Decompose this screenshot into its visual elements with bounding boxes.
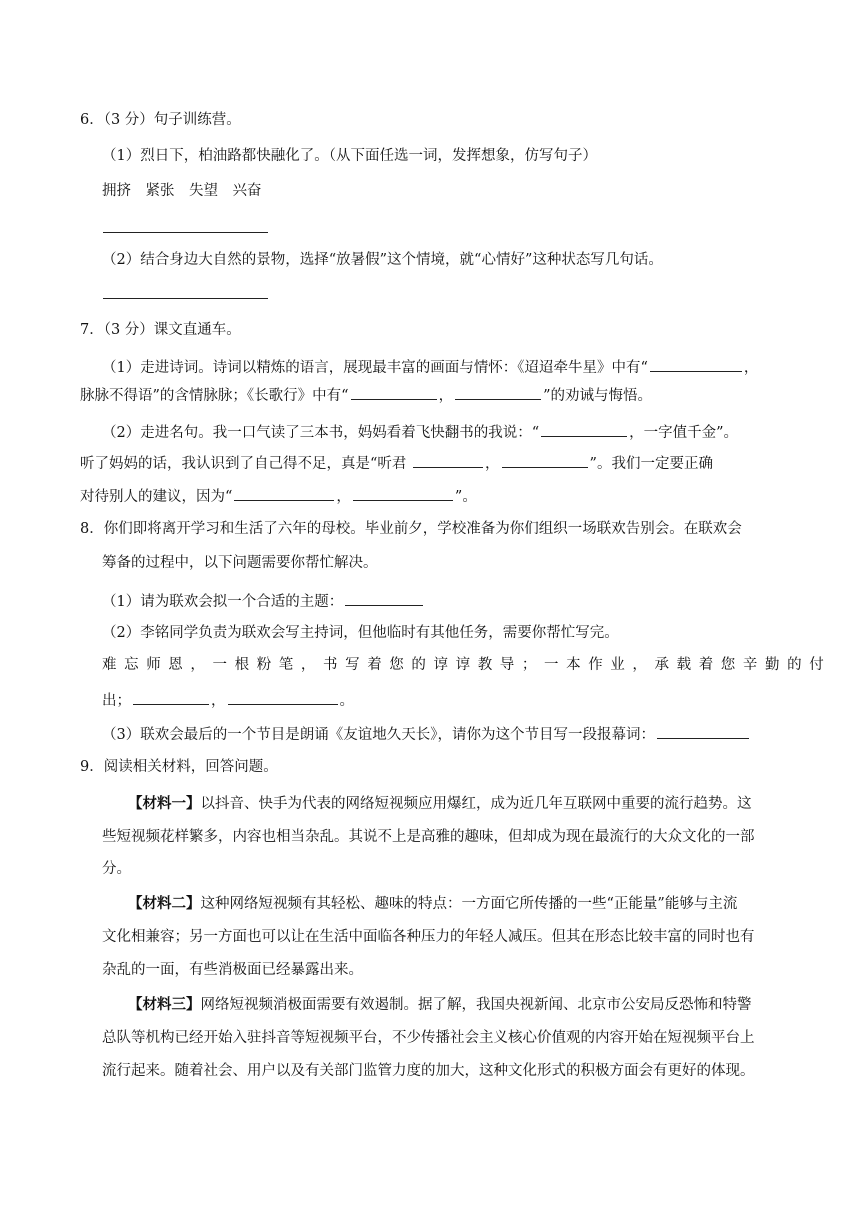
q7-heading: 7．（3 分）课文直通车。 (80, 322, 241, 338)
q6-word-options: 拥挤 紧张 失望 兴奋 (102, 183, 262, 199)
material1-line3: 分。 (102, 861, 131, 877)
q7-part2-text-c: 听了妈妈的话，我认识到了自己得不足，真是“听君 (80, 456, 412, 472)
q8-host-words-line2 (102, 689, 354, 711)
q8-host-words-line1: 难忘师恩，一根粉笔，书写着您的谆谆教导；一本作业，承载着您辛勤的付 (102, 657, 832, 673)
q6-part2: （2）结合身边大自然的景物，选择“放暑假”这个情境，就“心情好”这种状态写几句话。 (102, 252, 663, 268)
q7-blank-1[interactable] (650, 356, 742, 372)
q7-part2-text-h: ”。 (454, 489, 477, 505)
q7-part1-line1 (102, 356, 758, 378)
q7-blank-3[interactable] (455, 384, 541, 400)
q7-blank-6[interactable] (502, 452, 588, 468)
q8-part3-text-d: 。 (339, 693, 354, 709)
material2-tag: 【材料二】 (128, 895, 201, 912)
q8-part3 (102, 723, 751, 745)
q7-part2-text-e: ”。我们一定要正确 (589, 456, 713, 472)
q8-blank-3[interactable] (228, 689, 338, 705)
q7-part1-text-b: ， (743, 360, 759, 376)
q7-blank-4[interactable] (541, 421, 627, 437)
material2-text-1: 这种网络短视频有其轻松、趣味的特点：一方面它所传播的一些“正能量”能够与主流 (200, 896, 738, 912)
q7-part2-text-f: 对待别人的建议，因为“ (80, 489, 233, 505)
q7-part2-text-d: ， (485, 456, 500, 472)
q7-part2-line1 (102, 421, 738, 443)
q7-part2-text-g: ， (336, 489, 351, 505)
material3-line3: 流行起来。随着社会、用户以及有关部门监管力度的加大，这种文化形式的积极方面会有更好的体现。 (102, 1063, 755, 1079)
q7-blank-8[interactable] (353, 485, 453, 501)
q7-blank-2[interactable] (351, 384, 437, 400)
q7-blank-7[interactable] (234, 485, 334, 501)
q8-theme-blank[interactable] (345, 590, 423, 606)
material1-line1 (128, 794, 752, 814)
material3-line1 (128, 995, 752, 1015)
q8-announcement-blank[interactable] (657, 723, 749, 739)
q7-part2-text-b: ，一字值千金”。 (629, 425, 739, 441)
material3-line2: 总队等机构已经开始入驻抖音等短视频平台，不少传播社会主义核心价值观的内容开始在短视频平台上 (102, 1030, 755, 1046)
q7-part2-text-a: （2）走进名句。我一口气读了三本书，妈妈看着飞快翻书的我说：“ (102, 425, 540, 441)
q7-part1-line2 (80, 384, 652, 406)
q8-part1 (102, 590, 425, 612)
q8-part3-text-b: 出； (102, 693, 131, 709)
q7-part2-line3 (80, 485, 477, 507)
q6-part1: （1）烈日下，柏油路都快融化了。（从下面任选一词，发挥想象，仿写句子） (102, 148, 597, 164)
q9-heading: 9．阅读相关材料，回答问题。 (80, 759, 278, 775)
material1-text-1: 以抖音、快手为代表的网络短视频应用爆红，成为近几年互联网中重要的流行趋势。这 (200, 796, 752, 812)
q7-part1-text-d: ， (438, 388, 454, 404)
q7-blank-5[interactable] (413, 452, 483, 468)
material2-line2: 文化相兼容；另一方面也可以让在生活中面临各种压力的年轻人减压。但其在形态比较丰富的同时也有 (102, 929, 755, 945)
q7-part1-text-e: ”的劝诫与悔悟。 (543, 388, 652, 404)
q8-heading-line1: 8．你们即将离开学习和生活了六年的母校。毕业前夕，学校准备为你们组织一场联欢告别会。在联欢会 (80, 521, 742, 537)
q8-part1-text: （1）请为联欢会拟一个合适的主题： (102, 594, 344, 610)
q7-part1-text-c: 脉脉不得语”的含情脉脉；《长歌行》中有“ (80, 388, 349, 404)
q8-heading-line2: 筹备的过程中，以下问题需要你帮忙解决。 (102, 555, 378, 571)
q8-blank-2[interactable] (133, 689, 209, 705)
q7-part1-text-a: （1）走进诗词。诗词以精炼的语言，展现最丰富的画面与情怀：《迢迢牵牛星》中有“ (102, 360, 648, 376)
material2-line1 (128, 894, 737, 914)
q8-part2: （2）李铭同学负责为联欢会写主持词，但他临时有其他任务，需要你帮忙写完。 (102, 625, 619, 641)
q6-heading: 6．（3 分）句子训练营。 (80, 112, 241, 128)
q8-part3-text-c: ， (211, 693, 226, 709)
material1-line2: 些短视频花样繁多，内容也相当杂乱。其说不上是高雅的趣味，但却成为现在最流行的大众文化的一部 (102, 829, 755, 845)
q6-answer-line-1[interactable] (103, 232, 268, 233)
q7-part2-line2 (80, 452, 713, 474)
material3-text-1: 网络短视频消极面需要有效遏制。据了解，我国央视新闻、北京市公安局反恐怖和特警 (200, 997, 752, 1013)
material2-line3: 杂乱的一面，有些消极面已经暴露出来。 (102, 962, 363, 978)
q6-answer-line-2[interactable] (103, 298, 268, 299)
material1-tag: 【材料一】 (128, 795, 201, 812)
material3-tag: 【材料三】 (128, 996, 201, 1013)
q8-part3-text: （3）联欢会最后的一个节目是朗诵《友谊地久天长》，请你为这个节目写一段报幕词： (102, 727, 655, 743)
